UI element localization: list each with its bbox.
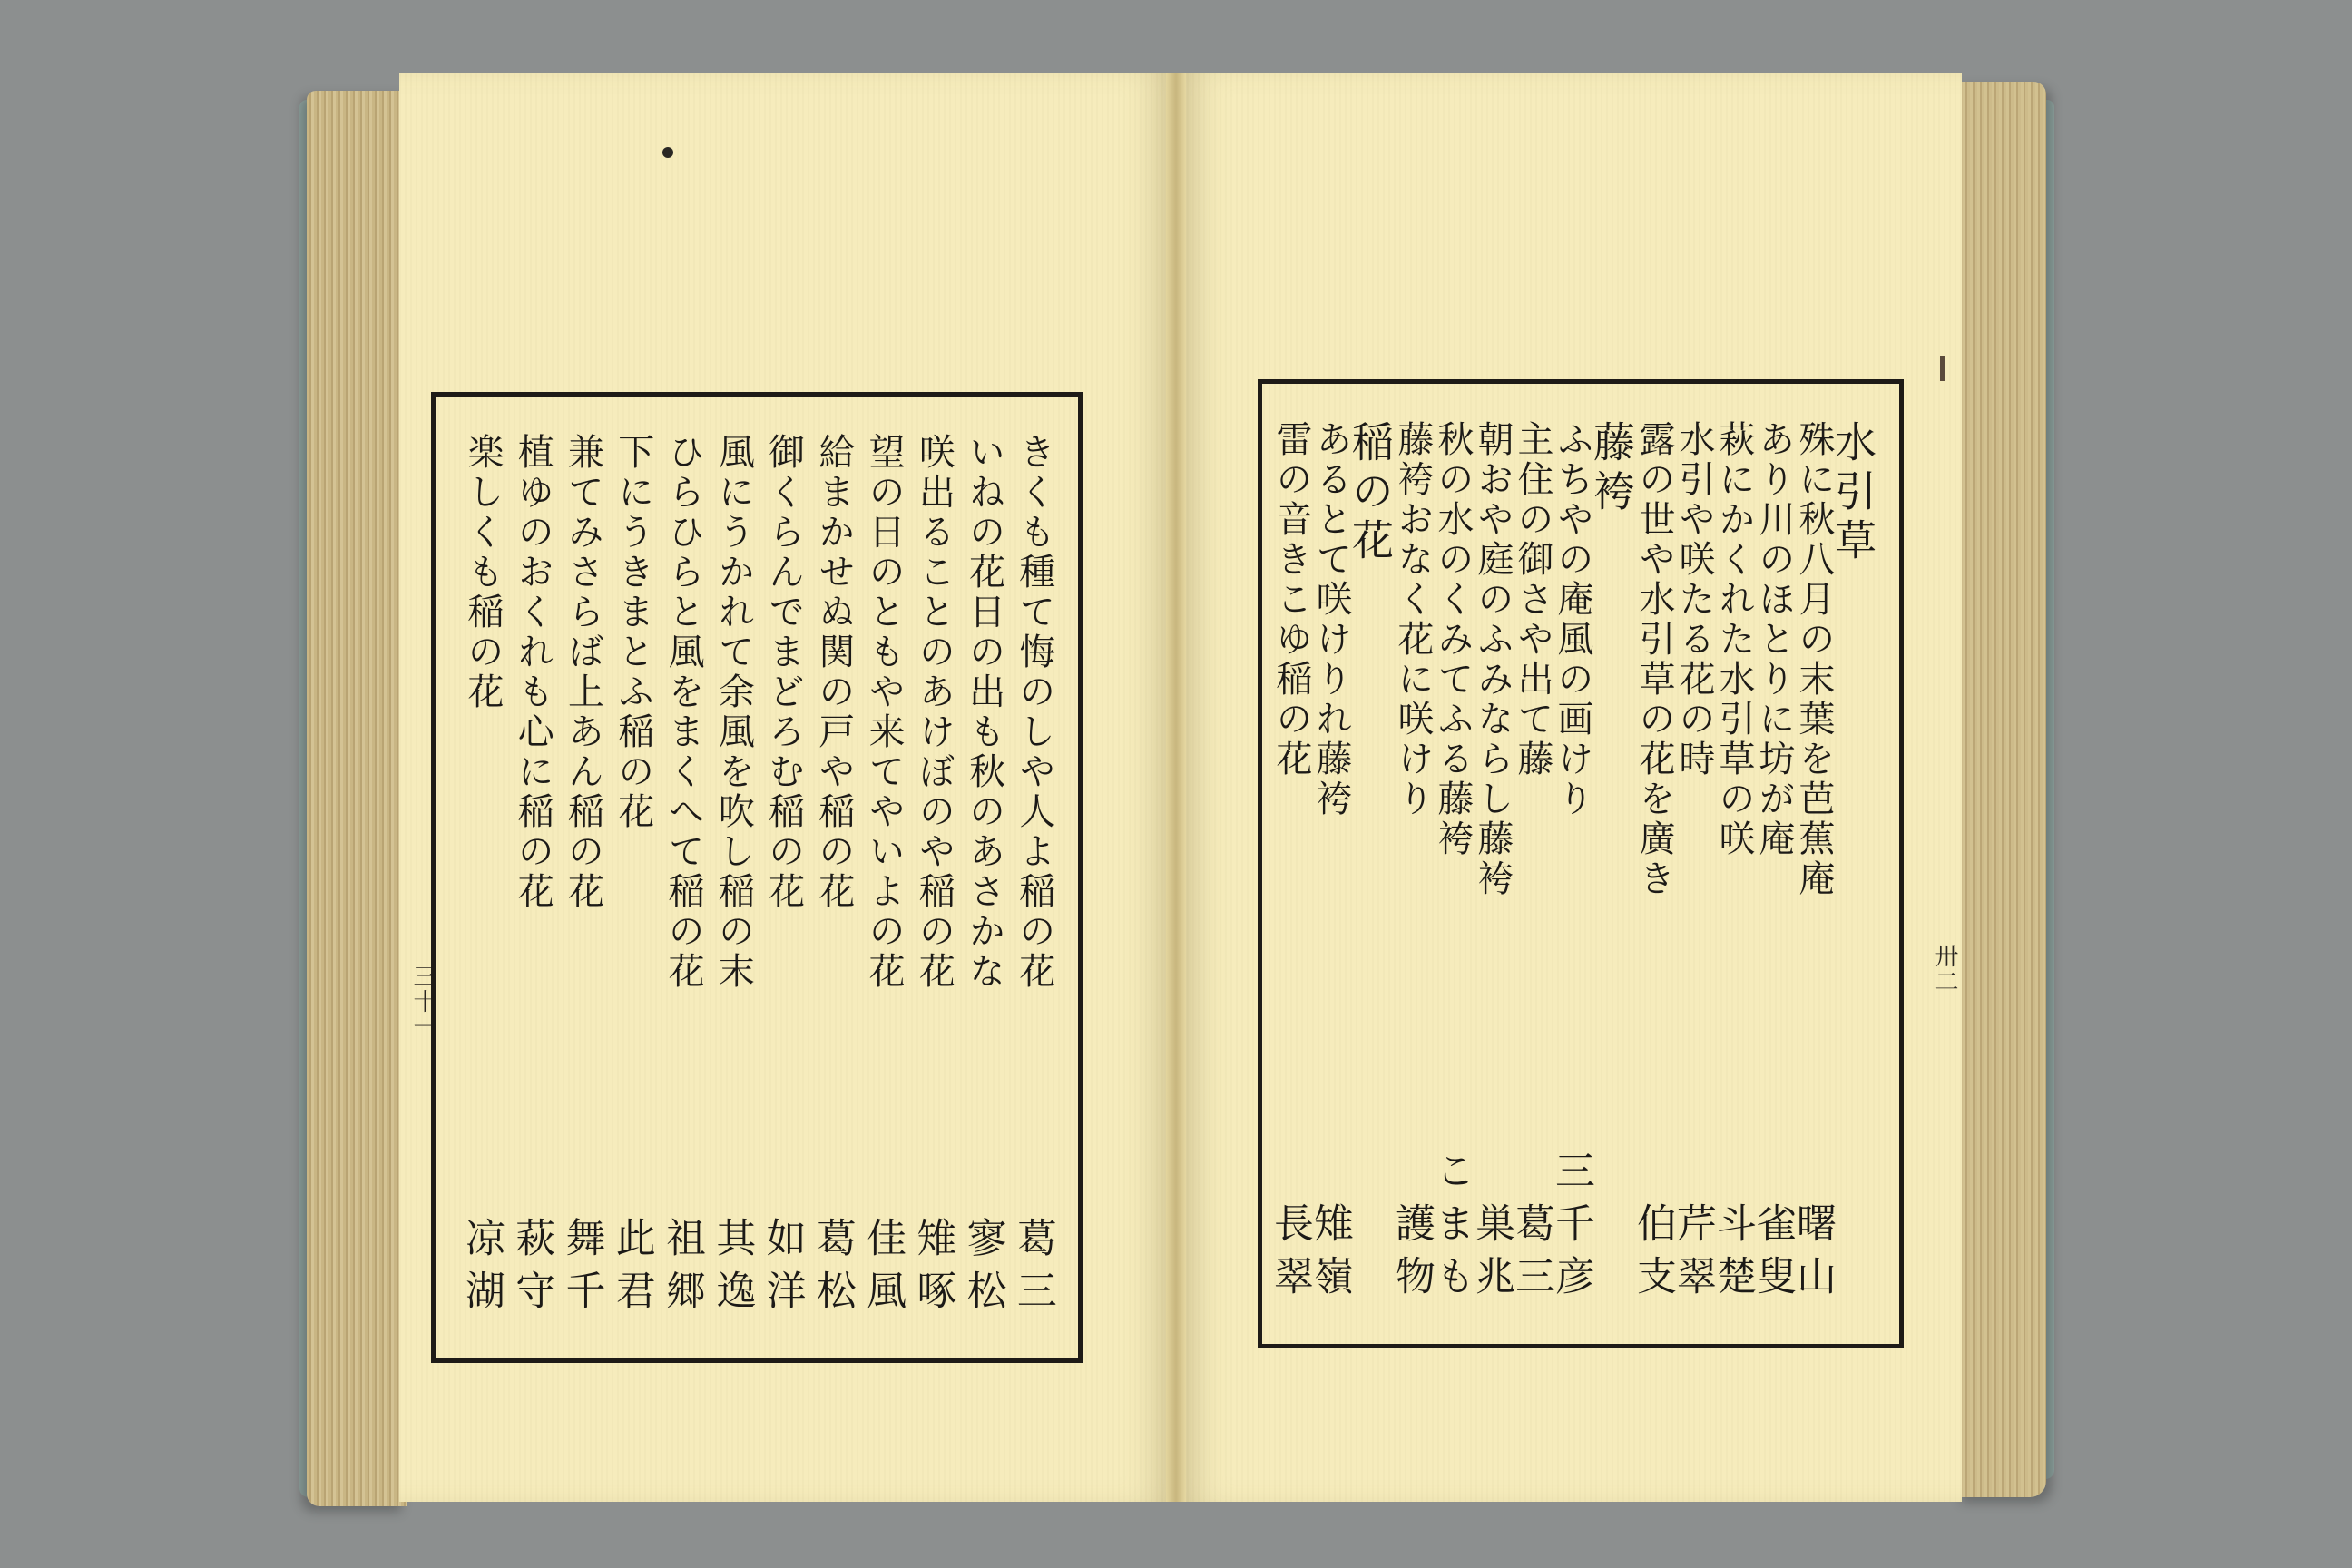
poet-name: 護物 xyxy=(1388,1202,1435,1308)
poet-name: 如洋 xyxy=(759,1217,806,1322)
poet-name: 曙山 xyxy=(1789,1202,1836,1308)
page-mark xyxy=(1940,356,1945,381)
poem-column xyxy=(959,433,1006,1322)
poem-text: 下にうきまとふ稲の花 xyxy=(612,433,654,832)
poet-name: 葛三 xyxy=(1009,1217,1056,1322)
poet-name: 其逸 xyxy=(709,1217,756,1322)
poet-name: こまも xyxy=(1428,1150,1475,1308)
section-title: 稲の花 xyxy=(1346,420,1395,567)
folio-left: 三十一 xyxy=(409,964,436,1040)
poem-column xyxy=(1267,420,1313,1308)
poem-text: あるとて咲けりれ藤袴 xyxy=(1310,420,1352,819)
poem-column xyxy=(1710,420,1756,1308)
poem-column xyxy=(1789,420,1836,1308)
poem-column xyxy=(1630,420,1676,1308)
poem-text: 水引や咲たる花の時 xyxy=(1673,420,1715,779)
poem-text: 露の世や水引草の花を廣き xyxy=(1633,420,1675,899)
poem-column xyxy=(1428,420,1475,1308)
poem-text: 御くらんでまどろむ稲の花 xyxy=(762,433,805,912)
poet-name: 雉嶺 xyxy=(1307,1202,1353,1308)
poem-column xyxy=(808,433,856,1322)
section-title: 水引草 xyxy=(1828,420,1877,567)
poet-name: 佳風 xyxy=(859,1217,906,1322)
poem-column xyxy=(1749,420,1796,1308)
poem-text: ひらひらと風をまくへて稲の花 xyxy=(662,433,705,992)
poem-text: 兼てみさらば上あん稲の花 xyxy=(562,433,604,912)
page-stack-right xyxy=(1955,82,2046,1497)
poet-name: 雉啄 xyxy=(909,1217,956,1322)
poet-name: 凉湖 xyxy=(458,1217,505,1322)
poem-text: 藤袴おなく花に咲けり xyxy=(1392,420,1434,819)
poem-column xyxy=(909,433,956,1322)
poem-column xyxy=(859,433,906,1322)
poem-column xyxy=(1670,420,1716,1308)
poet-name: 三千彦 xyxy=(1548,1150,1594,1308)
poem-text: 萩にかくれた水引草の咲 xyxy=(1713,420,1755,859)
poet-name: 葛三 xyxy=(1508,1202,1554,1308)
poet-name: 寥松 xyxy=(959,1217,1006,1322)
poet-name: 芹翠 xyxy=(1670,1202,1716,1308)
poet-name: 斗楚 xyxy=(1710,1202,1756,1308)
poem-text: きくも種て悔のしや人よ稲の花 xyxy=(1013,433,1055,992)
poem-text: 朝おや庭のふみならし藤袴 xyxy=(1472,420,1514,899)
poem-column xyxy=(1307,420,1353,1308)
poem-column xyxy=(608,433,655,1322)
poem-column xyxy=(508,433,555,1322)
poet-name: 葛松 xyxy=(808,1217,856,1322)
section-header xyxy=(1346,420,1395,1308)
right-text-frame xyxy=(1258,379,1904,1348)
poet-name: 舞千 xyxy=(558,1217,605,1322)
section-title: 藤袴 xyxy=(1587,420,1636,518)
poem-column xyxy=(1548,420,1594,1308)
poet-name: 萩守 xyxy=(508,1217,555,1322)
poem-column xyxy=(1009,433,1056,1322)
poet-name: 長翠 xyxy=(1267,1202,1313,1308)
poem-text: 楽しくも稲の花 xyxy=(462,433,504,712)
poem-text: 望の日のともや来てやいよの花 xyxy=(863,433,906,992)
poem-text: 殊に秋八月の末葉を芭蕉庵 xyxy=(1793,420,1835,899)
poet-name: 此君 xyxy=(608,1217,655,1322)
poet-name: 伯支 xyxy=(1630,1202,1676,1308)
poem-text: 咲出ることのあけぼのや稲の花 xyxy=(913,433,956,992)
poem-column xyxy=(759,433,806,1322)
poem-column xyxy=(659,433,706,1322)
ink-spot xyxy=(662,147,673,158)
left-text-frame xyxy=(431,392,1083,1363)
section-header xyxy=(1587,420,1636,1308)
poet-name: 巣兆 xyxy=(1468,1202,1514,1308)
poem-text: 秋の水のくみてふる藤袴 xyxy=(1432,420,1474,859)
poem-column xyxy=(1468,420,1514,1308)
folio-right: 卅二 xyxy=(1931,944,1958,995)
poem-column xyxy=(458,433,505,1322)
poem-text: 雷の音きこゆ稲の花 xyxy=(1270,420,1312,779)
poem-text: 植ゆのおくれも心に稲の花 xyxy=(512,433,554,912)
poem-column xyxy=(558,433,605,1322)
section-header xyxy=(1828,420,1877,1308)
poem-column xyxy=(1388,420,1435,1308)
poem-text: 給まかせぬ関の戸や稲の花 xyxy=(812,433,855,912)
poet-name: 祖郷 xyxy=(659,1217,706,1322)
book-gutter xyxy=(1166,73,1186,1502)
poem-column xyxy=(709,433,756,1322)
poet-name: 雀叟 xyxy=(1749,1202,1796,1308)
poem-text: ふちやの庵風の画けり xyxy=(1552,420,1593,819)
poem-text: いねの花日の出も秋のあさかな xyxy=(963,433,1005,992)
page-stack-left xyxy=(307,91,407,1506)
poem-text: 主住の御さや出て藤 xyxy=(1512,420,1553,779)
poem-column xyxy=(1508,420,1554,1308)
poem-text: 風にうかれて余風を吹し稲の末 xyxy=(712,433,755,992)
poem-text: あり川のほとりに坊が庵 xyxy=(1753,420,1795,859)
